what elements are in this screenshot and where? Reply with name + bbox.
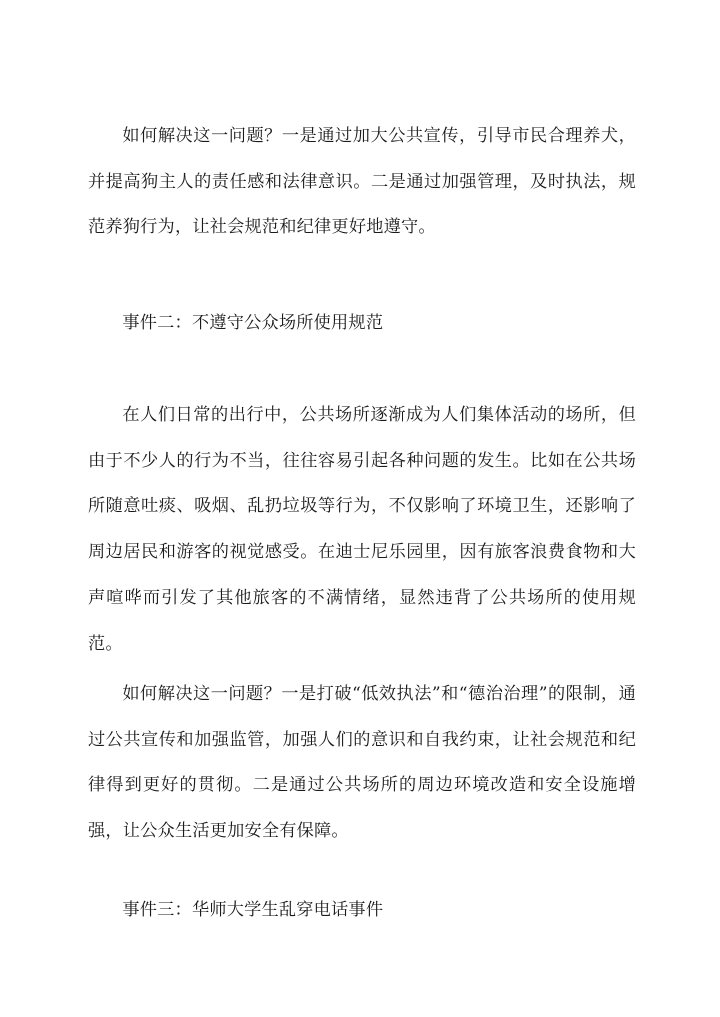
paragraph-solution-public-places: 如何解决这一问题？一是打破“低效执法”和“德治治理”的限制，通过公共宣传和加强监管，加强人们的意识和自我约束，让社会规范和纪律得到更好的贯彻。二是通过公共场所的周边环境改造和安全设施增强，让公众生活更加安全有保障。 xyxy=(88,684,636,842)
heading-event-three: 事件三：华师大学生乱穿电话事件 xyxy=(122,900,384,920)
paragraph-event-two-description: 在人们日常的出行中，公共场所逐渐成为人们集体活动的场所，但由于不少人的行为不当，往往容易引起各种问题的发生。比如在公共场所随意吐痰、吸烟、乱扔垃圾等行为，不仅影响了环境卫生，还影响了周边居民和游客的视觉感受。在迪士尼乐园里，因有旅客浪费食物和大声喧哗而引发了其他旅客的不满情绪，显然违背了公共场所的使用规范。 xyxy=(88,405,636,654)
heading-event-two: 事件二：不遵守公众场所使用规范 xyxy=(122,313,384,333)
paragraph-solution-dog: 如何解决这一问题？一是通过加大公共宣传，引导市民合理养犬，并提高狗主人的责任感和法律意识。二是通过加强管理，及时执法，规范养狗行为，让社会规范和纪律更好地遵守。 xyxy=(88,126,636,238)
